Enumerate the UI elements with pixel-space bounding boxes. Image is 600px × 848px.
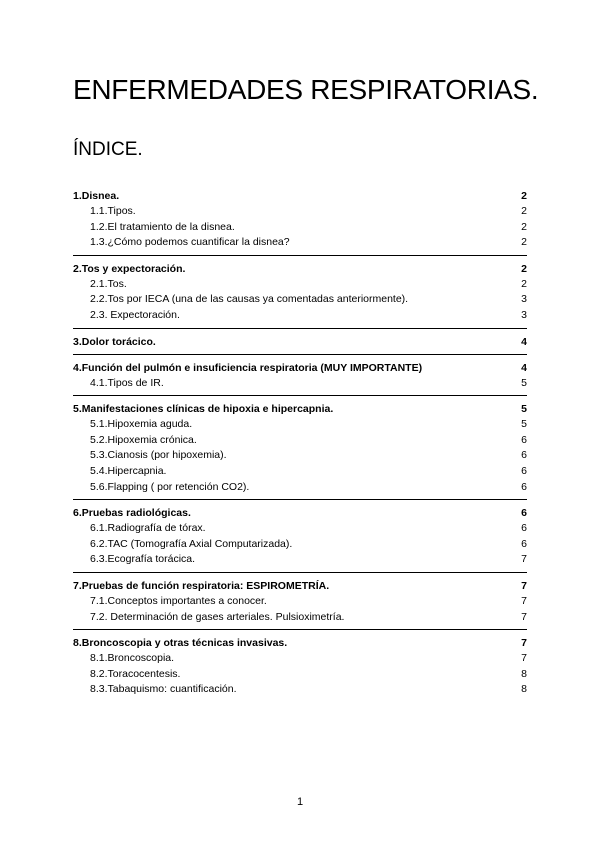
toc-subentry-label: 5.1.Hipoxemia aguda. (90, 418, 193, 431)
toc-entry-label: 7.Pruebas de función respiratoria: ESPIROMETRÍA. (73, 579, 330, 592)
toc-entry-label: 3.Dolor torácico. (73, 335, 156, 348)
toc-subentry[interactable] (73, 433, 527, 449)
toc-entry-page: 7 (521, 579, 527, 592)
toc-subentry[interactable] (73, 480, 527, 496)
toc-subentry[interactable] (73, 376, 527, 392)
toc-subentry-page: 6 (521, 480, 527, 493)
toc-entry-page: 4 (521, 361, 527, 374)
toc-subentry-page: 2 (521, 220, 527, 233)
toc-entry[interactable] (73, 360, 527, 376)
toc-subentry-page: 2 (521, 205, 527, 217)
toc-entry[interactable] (73, 401, 527, 417)
toc-subentry-label: 6.1.Radiografía de tórax. (90, 522, 206, 535)
toc-subentry-label: 1.2.El tratamiento de la disnea. (90, 220, 235, 233)
toc-section (73, 401, 527, 500)
toc-entry-label: 2.Tos y expectoración. (73, 262, 186, 275)
toc-subentry[interactable] (73, 552, 527, 568)
toc-entry[interactable] (73, 188, 527, 204)
toc-subentry[interactable] (73, 682, 527, 698)
toc-subentry-label: 5.4.Hipercapnia. (90, 464, 167, 477)
toc-subentry-page: 3 (521, 293, 527, 306)
toc-subentry-page: 6 (521, 537, 527, 550)
toc-subentry-label: 4.1.Tipos de IR. (90, 376, 164, 389)
toc-subentry[interactable] (73, 651, 527, 667)
toc-section (73, 635, 527, 702)
toc-subentry-label: 7.2. Determinación de gases arteriales. Pulsioximetría. (90, 610, 345, 623)
toc-subentry-label: 1.3.¿Cómo podemos cuantificar la disnea? (90, 236, 290, 249)
toc-subentry[interactable] (73, 537, 527, 553)
toc-subentry[interactable] (73, 610, 527, 626)
toc-entry-label: 5.Manifestaciones clínicas de hipoxia e hipercapnia. (73, 403, 334, 416)
toc-subentry-page: 6 (521, 449, 527, 462)
toc-subentry[interactable] (73, 417, 527, 433)
document-title: ENFERMEDADES RESPIRATORIAS. (73, 74, 539, 105)
toc-subentry-label: 2.3. Expectoración. (90, 308, 180, 321)
toc-subentry-label: 6.3.Ecografía torácica. (90, 553, 196, 566)
toc-subentry-label: 5.6.Flapping ( por retención CO2). (90, 480, 250, 493)
toc-entry[interactable] (73, 334, 527, 350)
toc-entry-page: 6 (521, 507, 527, 520)
toc-subentry-label: 5.3.Cianosis (por hipoxemia). (90, 449, 227, 462)
toc-subentry-page: 8 (521, 667, 527, 680)
toc-entry-page: 2 (521, 190, 527, 202)
toc-subentry-label: 1.1.Tipos. (90, 205, 136, 217)
toc-subentry-label: 2.2.Tos por IECA (una de las causas ya comentadas anteriormente). (90, 293, 409, 306)
toc-subentry[interactable] (73, 464, 527, 480)
toc-subentry-label: 7.1.Conceptos importantes a conocer. (90, 594, 267, 607)
toc-subentry-label: 8.2.Toracocentesis. (90, 667, 181, 680)
toc-subentry-label: 8.1.Broncoscopia. (90, 652, 175, 665)
toc-subentry-page: 3 (521, 308, 527, 321)
toc-section (73, 578, 527, 630)
toc-entry[interactable] (73, 505, 527, 521)
toc-subentry[interactable] (73, 277, 527, 293)
toc-section (73, 188, 527, 256)
toc-section (73, 261, 527, 329)
page-number: 1 (296, 796, 304, 808)
toc-entry[interactable] (73, 261, 527, 277)
toc-subentry-page: 6 (521, 433, 527, 446)
toc-section (73, 505, 527, 573)
index-heading: ÍNDICE. (73, 139, 143, 160)
toc-subentry[interactable] (73, 235, 527, 251)
toc-subentry-label: 6.2.TAC (Tomografía Axial Computarizada). (90, 537, 293, 550)
toc-subentry-label: 2.1.Tos. (90, 277, 127, 290)
toc-entry-label: 4.Función del pulmón e insuficiencia respiratoria (MUY IMPORTANTE) (73, 361, 423, 374)
toc-entry-page: 5 (521, 403, 527, 416)
toc-entry-label: 6.Pruebas radiológicas. (73, 507, 191, 520)
toc-subentry[interactable] (73, 220, 527, 236)
toc-entry-page: 7 (521, 637, 527, 650)
toc-entry[interactable] (73, 578, 527, 594)
toc-entry[interactable] (73, 635, 527, 651)
toc-subentry-page: 8 (521, 683, 527, 696)
toc-entry-label: 1.Disnea. (73, 190, 120, 202)
table-of-contents (73, 188, 527, 707)
toc-subentry-page: 7 (521, 652, 527, 665)
toc-subentry[interactable] (73, 448, 527, 464)
toc-subentry-page: 7 (521, 553, 527, 566)
toc-subentry-page: 7 (521, 610, 527, 623)
toc-subentry[interactable] (73, 204, 527, 220)
toc-subentry-page: 2 (521, 277, 527, 290)
toc-subentry-page: 7 (521, 594, 527, 607)
toc-subentry[interactable] (73, 308, 527, 324)
toc-subentry[interactable] (73, 521, 527, 537)
toc-subentry-page: 2 (521, 236, 527, 249)
toc-subentry-page: 6 (521, 464, 527, 477)
toc-subentry-page: 6 (521, 522, 527, 535)
toc-section (73, 334, 527, 355)
toc-section (73, 360, 527, 397)
toc-entry-label: 8.Broncoscopia y otras técnicas invasivas. (73, 637, 288, 650)
toc-subentry-label: 8.3.Tabaquismo: cuantificación. (90, 683, 237, 696)
toc-subentry[interactable] (73, 594, 527, 610)
toc-entry-page: 4 (521, 335, 527, 348)
toc-subentry[interactable] (73, 667, 527, 683)
toc-entry-page: 2 (521, 262, 527, 275)
toc-subentry-page: 5 (521, 376, 527, 389)
toc-subentry-page: 5 (521, 418, 527, 431)
toc-subentry[interactable] (73, 292, 527, 308)
toc-subentry-label: 5.2.Hipoxemia crónica. (90, 433, 197, 446)
